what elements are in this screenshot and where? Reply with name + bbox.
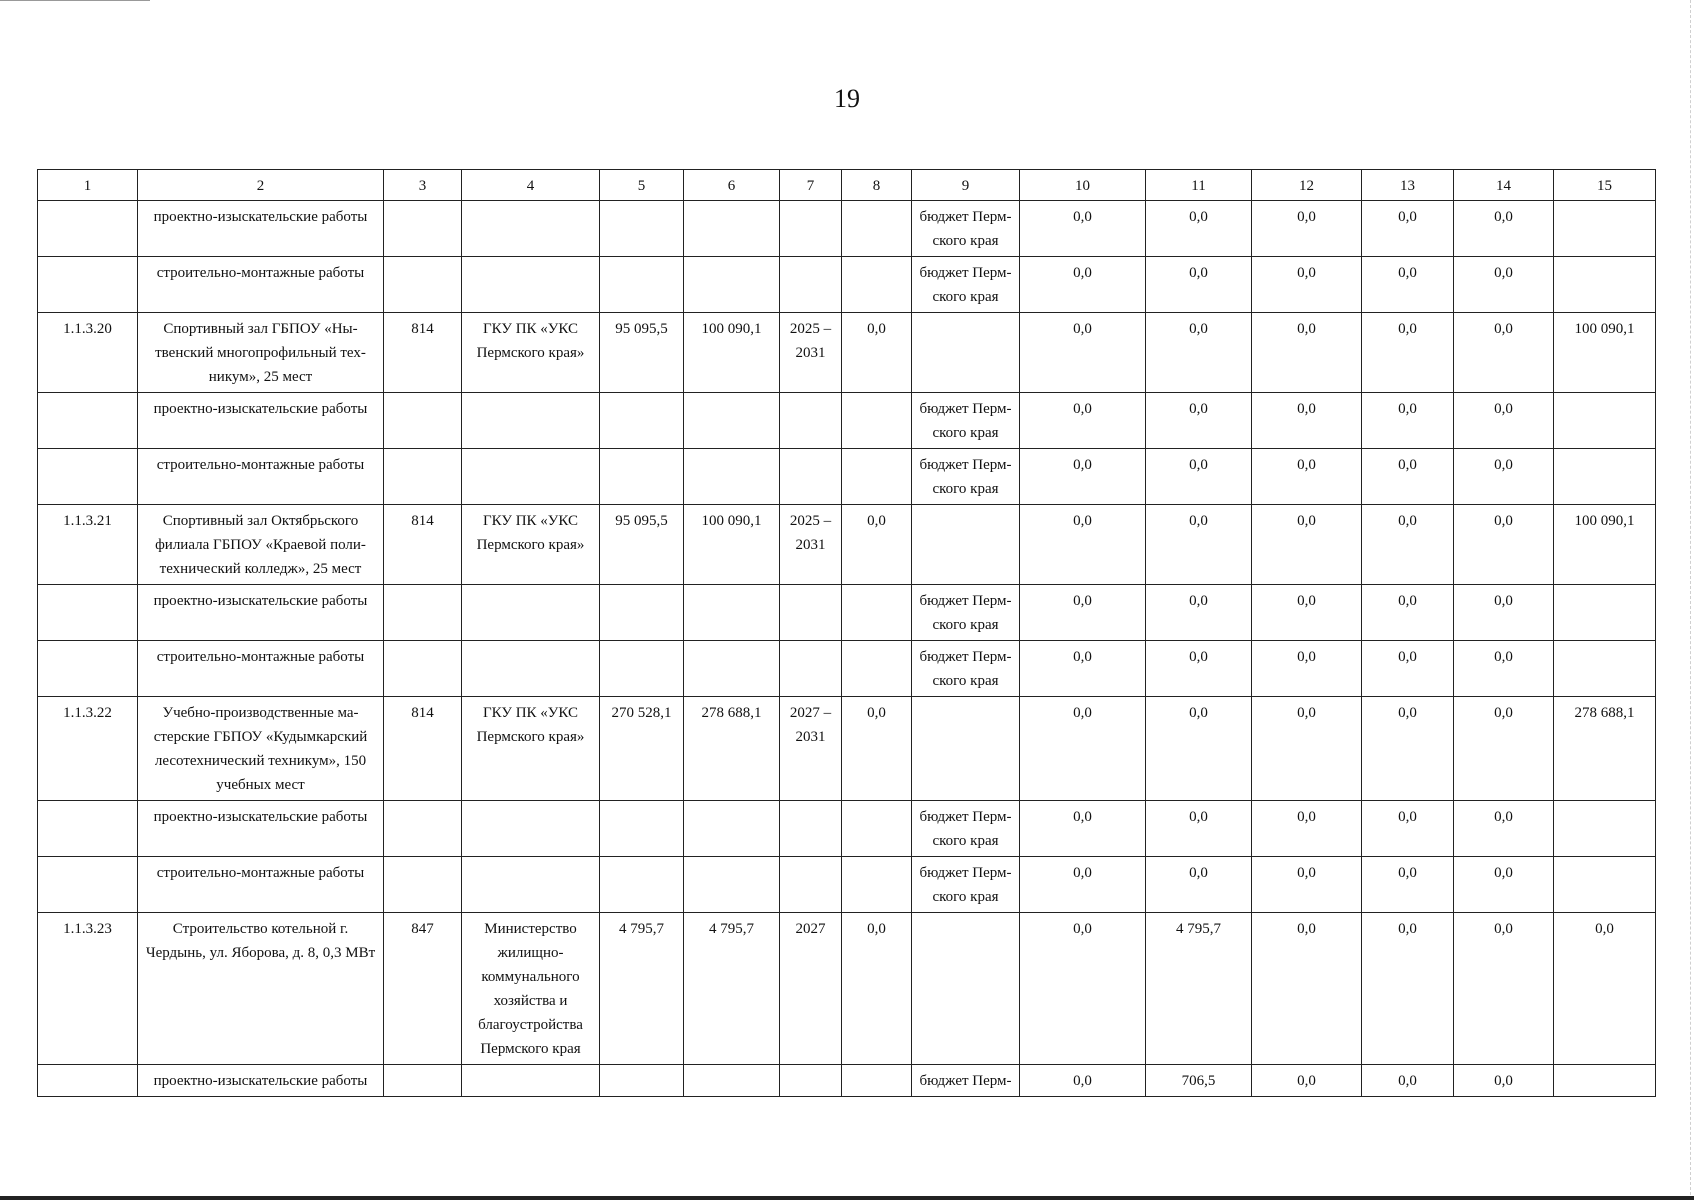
table-row <box>38 313 1656 393</box>
table-cell-col-15 <box>1554 449 1656 505</box>
table-cell-col-8 <box>842 641 912 697</box>
table-cell-col-15: 278 688,1 <box>1554 697 1656 801</box>
column-header: 14 <box>1454 170 1554 201</box>
table-cell-col-1: 1.1.3.22 <box>38 697 138 801</box>
table-cell-col-13: 0,0 <box>1362 505 1454 585</box>
table-row <box>38 1065 1656 1097</box>
table-cell-col-12: 0,0 <box>1252 641 1362 697</box>
table-cell-col-8 <box>842 201 912 257</box>
scan-edge-bottom <box>0 1196 1694 1200</box>
table-cell-col-11: 0,0 <box>1146 201 1252 257</box>
table-cell-col-3 <box>384 585 462 641</box>
table-cell-col-7 <box>780 585 842 641</box>
table-cell-col-6 <box>684 449 780 505</box>
table-cell-col-14: 0,0 <box>1454 449 1554 505</box>
table-cell-col-10: 0,0 <box>1020 449 1146 505</box>
table-cell-col-11: 0,0 <box>1146 257 1252 313</box>
table-cell-col-12: 0,0 <box>1252 857 1362 913</box>
table-cell-col-3: 814 <box>384 313 462 393</box>
table-row <box>38 257 1656 313</box>
column-header: 15 <box>1554 170 1656 201</box>
table-cell-col-11: 0,0 <box>1146 313 1252 393</box>
table-cell-col-7 <box>780 801 842 857</box>
table-cell-col-8 <box>842 801 912 857</box>
table-cell-col-2: Спортивный зал Октябрьского филиала ГБПОУ «Краевой поли-технический колледж», 25 мест <box>138 505 384 585</box>
table-cell-col-9 <box>912 697 1020 801</box>
table-row <box>38 393 1656 449</box>
table-cell-col-1: 1.1.3.23 <box>38 913 138 1065</box>
column-header: 6 <box>684 170 780 201</box>
table-cell-col-2: проектно-изыскательские работы <box>138 585 384 641</box>
table-cell-col-12: 0,0 <box>1252 505 1362 585</box>
table-cell-col-5 <box>600 257 684 313</box>
table-cell-col-11: 0,0 <box>1146 393 1252 449</box>
table-cell-col-13: 0,0 <box>1362 393 1454 449</box>
table-cell-col-12: 0,0 <box>1252 393 1362 449</box>
column-header: 13 <box>1362 170 1454 201</box>
table-cell-col-8 <box>842 857 912 913</box>
table-cell-col-9 <box>912 913 1020 1065</box>
table-cell-col-3 <box>384 857 462 913</box>
table-cell-col-1 <box>38 1065 138 1097</box>
table-cell-col-4 <box>462 393 600 449</box>
table-cell-col-6: 100 090,1 <box>684 313 780 393</box>
table-cell-col-3 <box>384 801 462 857</box>
header-row <box>38 170 1656 201</box>
table-cell-col-8: 0,0 <box>842 313 912 393</box>
table-cell-col-1 <box>38 585 138 641</box>
table-cell-col-14: 0,0 <box>1454 393 1554 449</box>
table-cell-col-13: 0,0 <box>1362 257 1454 313</box>
table-cell-col-8: 0,0 <box>842 913 912 1065</box>
column-header: 3 <box>384 170 462 201</box>
table-cell-col-2: строительно-монтажные работы <box>138 449 384 505</box>
table-cell-col-11: 0,0 <box>1146 449 1252 505</box>
table-cell-col-12: 0,0 <box>1252 913 1362 1065</box>
table-cell-col-5: 95 095,5 <box>600 505 684 585</box>
table-cell-col-12: 0,0 <box>1252 1065 1362 1097</box>
table-cell-col-5 <box>600 585 684 641</box>
table-cell-col-12: 0,0 <box>1252 257 1362 313</box>
table-cell-col-15: 100 090,1 <box>1554 313 1656 393</box>
table-cell-col-13: 0,0 <box>1362 857 1454 913</box>
table-cell-col-6: 278 688,1 <box>684 697 780 801</box>
table-cell-col-3 <box>384 201 462 257</box>
table-cell-col-15 <box>1554 857 1656 913</box>
table-cell-col-6 <box>684 585 780 641</box>
table-cell-col-8: 0,0 <box>842 505 912 585</box>
table-cell-col-2: строительно-монтажные работы <box>138 641 384 697</box>
column-header: 9 <box>912 170 1020 201</box>
table-cell-col-6 <box>684 1065 780 1097</box>
table-row <box>38 913 1656 1065</box>
table-cell-col-4 <box>462 449 600 505</box>
table-cell-col-1 <box>38 801 138 857</box>
table-cell-col-5 <box>600 449 684 505</box>
table-cell-col-11: 0,0 <box>1146 697 1252 801</box>
table-cell-col-3 <box>384 393 462 449</box>
table-cell-col-1 <box>38 449 138 505</box>
table-cell-col-7 <box>780 449 842 505</box>
table-cell-col-3: 847 <box>384 913 462 1065</box>
table-cell-col-5 <box>600 201 684 257</box>
table-cell-col-10: 0,0 <box>1020 201 1146 257</box>
table-cell-col-10: 0,0 <box>1020 913 1146 1065</box>
budget-table <box>37 169 1656 1097</box>
table-cell-col-8 <box>842 449 912 505</box>
table-cell-col-9: бюджет Перм-ского края <box>912 585 1020 641</box>
table-cell-col-13: 0,0 <box>1362 313 1454 393</box>
table-cell-col-13: 0,0 <box>1362 697 1454 801</box>
table-cell-col-5: 95 095,5 <box>600 313 684 393</box>
table-cell-col-1 <box>38 857 138 913</box>
table-cell-col-10: 0,0 <box>1020 505 1146 585</box>
table-cell-col-4: ГКУ ПК «УКС Пермского края» <box>462 313 600 393</box>
table-cell-col-14: 0,0 <box>1454 801 1554 857</box>
table-cell-col-7: 2025 – 2031 <box>780 313 842 393</box>
table-cell-col-4 <box>462 857 600 913</box>
table-cell-col-4 <box>462 641 600 697</box>
table-cell-col-15 <box>1554 1065 1656 1097</box>
table-cell-col-5 <box>600 393 684 449</box>
column-header: 1 <box>38 170 138 201</box>
table-cell-col-10: 0,0 <box>1020 313 1146 393</box>
table-cell-col-4 <box>462 801 600 857</box>
table-cell-col-9 <box>912 313 1020 393</box>
table-cell-col-2: проектно-изыскательские работы <box>138 393 384 449</box>
table-cell-col-7 <box>780 393 842 449</box>
table-cell-col-14: 0,0 <box>1454 201 1554 257</box>
table-cell-col-1 <box>38 201 138 257</box>
table-cell-col-7: 2025 – 2031 <box>780 505 842 585</box>
table-cell-col-10: 0,0 <box>1020 393 1146 449</box>
table-cell-col-1 <box>38 641 138 697</box>
table-cell-col-12: 0,0 <box>1252 449 1362 505</box>
table-cell-col-6: 100 090,1 <box>684 505 780 585</box>
table-cell-col-10: 0,0 <box>1020 641 1146 697</box>
column-header: 11 <box>1146 170 1252 201</box>
table-cell-col-6 <box>684 857 780 913</box>
table-cell-col-10: 0,0 <box>1020 585 1146 641</box>
table-cell-col-9: бюджет Перм-ского края <box>912 201 1020 257</box>
table-row <box>38 449 1656 505</box>
table-cell-col-8 <box>842 585 912 641</box>
table-cell-col-8: 0,0 <box>842 697 912 801</box>
table-cell-col-6 <box>684 801 780 857</box>
table-row <box>38 505 1656 585</box>
table-cell-col-15 <box>1554 585 1656 641</box>
table-cell-col-14: 0,0 <box>1454 641 1554 697</box>
table-cell-col-13: 0,0 <box>1362 801 1454 857</box>
table-cell-col-9: бюджет Перм-ского края <box>912 641 1020 697</box>
table-cell-col-2: Спортивный зал ГБПОУ «Ны-твенский многопрофильный тех-никум», 25 мест <box>138 313 384 393</box>
table-cell-col-7 <box>780 201 842 257</box>
table-cell-col-12: 0,0 <box>1252 313 1362 393</box>
table-cell-col-13: 0,0 <box>1362 201 1454 257</box>
table-cell-col-7: 2027 <box>780 913 842 1065</box>
table-cell-col-15 <box>1554 801 1656 857</box>
table-cell-col-9: бюджет Перм-ского края <box>912 449 1020 505</box>
table-cell-col-11: 0,0 <box>1146 641 1252 697</box>
table-cell-col-12: 0,0 <box>1252 801 1362 857</box>
table-cell-col-11: 706,5 <box>1146 1065 1252 1097</box>
table-row <box>38 585 1656 641</box>
table-cell-col-10: 0,0 <box>1020 801 1146 857</box>
table-cell-col-13: 0,0 <box>1362 585 1454 641</box>
table-cell-col-13: 0,0 <box>1362 641 1454 697</box>
table-row <box>38 801 1656 857</box>
table-cell-col-4: Министерство жилищно-коммунального хозяйства и благоустройства Пермского края <box>462 913 600 1065</box>
table-cell-col-8 <box>842 1065 912 1097</box>
table-cell-col-12: 0,0 <box>1252 201 1362 257</box>
table-cell-col-1: 1.1.3.20 <box>38 313 138 393</box>
table-cell-col-2: Строительство котельной г. Чердынь, ул. Яборова, д. 8, 0,3 МВт <box>138 913 384 1065</box>
table-cell-col-12: 0,0 <box>1252 585 1362 641</box>
table-cell-col-14: 0,0 <box>1454 585 1554 641</box>
column-header: 8 <box>842 170 912 201</box>
table-cell-col-10: 0,0 <box>1020 1065 1146 1097</box>
table-cell-col-14: 0,0 <box>1454 913 1554 1065</box>
table-cell-col-1: 1.1.3.21 <box>38 505 138 585</box>
table-cell-col-11: 0,0 <box>1146 585 1252 641</box>
table-cell-col-3: 814 <box>384 697 462 801</box>
table-cell-col-4 <box>462 585 600 641</box>
table-cell-col-13: 0,0 <box>1362 913 1454 1065</box>
table-cell-col-9: бюджет Перм- <box>912 1065 1020 1097</box>
table-cell-col-7 <box>780 1065 842 1097</box>
table-cell-col-8 <box>842 393 912 449</box>
table-cell-col-11: 4 795,7 <box>1146 913 1252 1065</box>
column-header: 7 <box>780 170 842 201</box>
scan-edge-top <box>0 0 150 1</box>
table-cell-col-5: 270 528,1 <box>600 697 684 801</box>
table-cell-col-15 <box>1554 641 1656 697</box>
table-cell-col-6 <box>684 641 780 697</box>
table-row <box>38 201 1656 257</box>
table-cell-col-15 <box>1554 201 1656 257</box>
table-cell-col-2: проектно-изыскательские работы <box>138 801 384 857</box>
table-cell-col-7: 2027 – 2031 <box>780 697 842 801</box>
table-cell-col-4 <box>462 257 600 313</box>
table-cell-col-14: 0,0 <box>1454 257 1554 313</box>
table-cell-col-11: 0,0 <box>1146 857 1252 913</box>
table-cell-col-14: 0,0 <box>1454 505 1554 585</box>
table-cell-col-8 <box>842 257 912 313</box>
table-cell-col-12: 0,0 <box>1252 697 1362 801</box>
table-cell-col-14: 0,0 <box>1454 857 1554 913</box>
table-cell-col-15: 100 090,1 <box>1554 505 1656 585</box>
table-cell-col-6 <box>684 393 780 449</box>
table-cell-col-2: строительно-монтажные работы <box>138 257 384 313</box>
table-cell-col-5 <box>600 1065 684 1097</box>
table-cell-col-14: 0,0 <box>1454 697 1554 801</box>
table-cell-col-5: 4 795,7 <box>600 913 684 1065</box>
table-cell-col-3 <box>384 641 462 697</box>
table-cell-col-3 <box>384 1065 462 1097</box>
table-cell-col-7 <box>780 857 842 913</box>
table-cell-col-3: 814 <box>384 505 462 585</box>
table-cell-col-1 <box>38 257 138 313</box>
column-header: 5 <box>600 170 684 201</box>
table-cell-col-6 <box>684 201 780 257</box>
table-cell-col-5 <box>600 857 684 913</box>
table-cell-col-9: бюджет Перм-ского края <box>912 257 1020 313</box>
table-cell-col-3 <box>384 449 462 505</box>
table-cell-col-13: 0,0 <box>1362 449 1454 505</box>
table-cell-col-6: 4 795,7 <box>684 913 780 1065</box>
scan-edge-right <box>1690 0 1694 1200</box>
table-cell-col-4 <box>462 1065 600 1097</box>
column-header: 12 <box>1252 170 1362 201</box>
table-cell-col-9: бюджет Перм-ского края <box>912 801 1020 857</box>
table-cell-col-5 <box>600 801 684 857</box>
table-cell-col-2: строительно-монтажные работы <box>138 857 384 913</box>
table-cell-col-15 <box>1554 257 1656 313</box>
table-cell-col-9: бюджет Перм-ского края <box>912 857 1020 913</box>
table-cell-col-7 <box>780 641 842 697</box>
table-row <box>38 857 1656 913</box>
table-cell-col-13: 0,0 <box>1362 1065 1454 1097</box>
table-cell-col-11: 0,0 <box>1146 801 1252 857</box>
table-cell-col-10: 0,0 <box>1020 697 1146 801</box>
table-row <box>38 641 1656 697</box>
table-cell-col-11: 0,0 <box>1146 505 1252 585</box>
table-cell-col-2: проектно-изыскательские работы <box>138 1065 384 1097</box>
table-cell-col-10: 0,0 <box>1020 257 1146 313</box>
table-cell-col-6 <box>684 257 780 313</box>
table-cell-col-2: проектно-изыскательские работы <box>138 201 384 257</box>
table-cell-col-14: 0,0 <box>1454 313 1554 393</box>
table-cell-col-3 <box>384 257 462 313</box>
table-cell-col-15: 0,0 <box>1554 913 1656 1065</box>
table-row <box>38 697 1656 801</box>
page-number: 19 <box>834 84 860 113</box>
column-header: 4 <box>462 170 600 201</box>
table-cell-col-1 <box>38 393 138 449</box>
table-cell-col-5 <box>600 641 684 697</box>
table-cell-col-9 <box>912 505 1020 585</box>
table-cell-col-4: ГКУ ПК «УКС Пермского края» <box>462 697 600 801</box>
table-cell-col-10: 0,0 <box>1020 857 1146 913</box>
table-cell-col-7 <box>780 257 842 313</box>
table-cell-col-9: бюджет Перм-ского края <box>912 393 1020 449</box>
table-cell-col-15 <box>1554 393 1656 449</box>
table-cell-col-4: ГКУ ПК «УКС Пермского края» <box>462 505 600 585</box>
table-cell-col-4 <box>462 201 600 257</box>
table-cell-col-14: 0,0 <box>1454 1065 1554 1097</box>
column-header: 2 <box>138 170 384 201</box>
table-cell-col-2: Учебно-производственные ма-стерские ГБПОУ «Кудымкарский лесотехнический техникум», 150 учебных мест <box>138 697 384 801</box>
column-header: 10 <box>1020 170 1146 201</box>
